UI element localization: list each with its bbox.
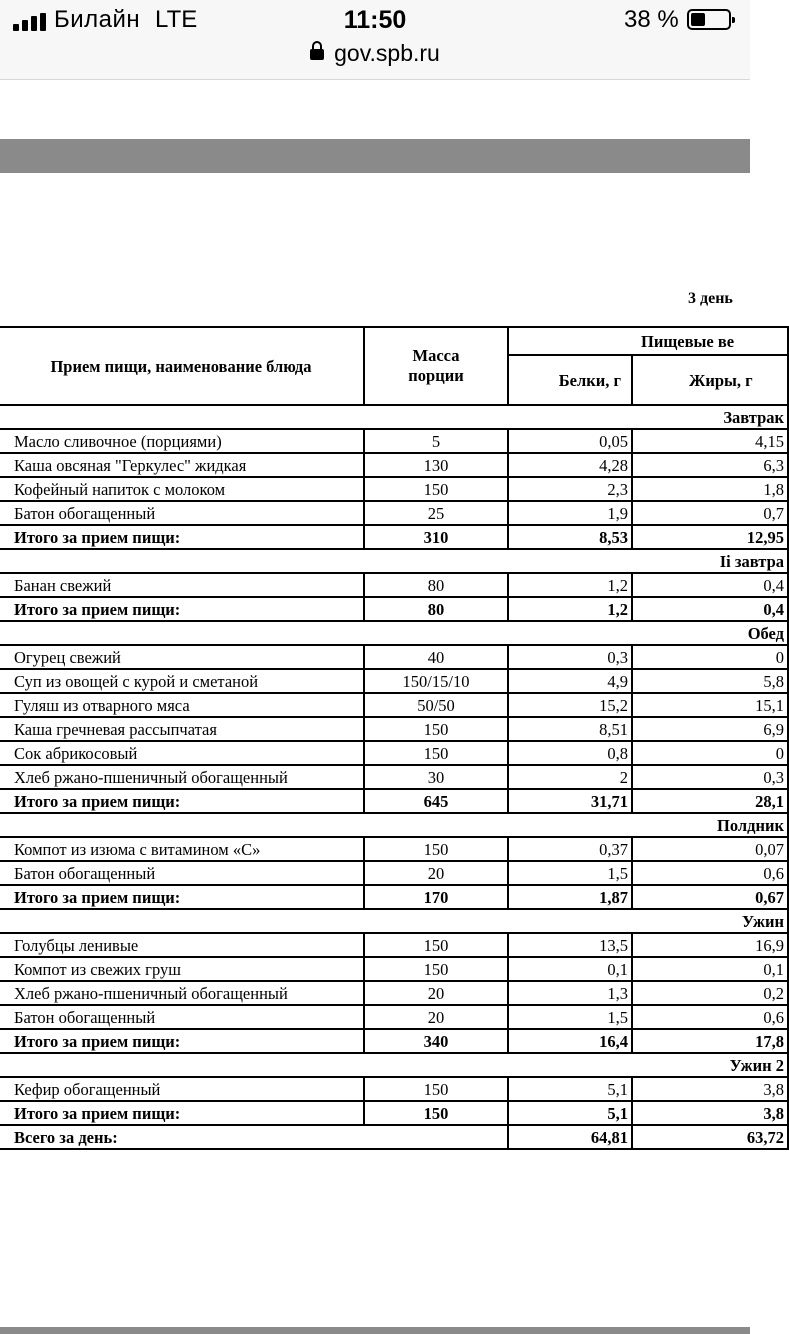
dish-fat: 0,07 [632,837,788,861]
day-label: 3 день [688,290,733,307]
dish-name: Хлеб ржано-пшеничный обогащенный [0,981,364,1005]
dish-protein: 1,2 [508,573,632,597]
total-fat: 17,8 [632,1029,788,1053]
table-row [0,429,788,453]
total-fat: 28,1 [632,789,788,813]
meal-header-row [0,549,788,573]
battery-percent: 38 % [624,6,679,33]
dish-protein: 13,5 [508,933,632,957]
menu-table [0,326,789,1150]
dish-fat: 0 [632,741,788,765]
table-row [0,933,788,957]
dish-mass: 150 [364,1077,508,1101]
meal-total-row [0,597,788,621]
total-label: Итого за прием пищи: [0,597,364,621]
network-type: LTE [155,6,198,33]
dish-fat: 0,2 [632,981,788,1005]
table-row [0,717,788,741]
clock: 11:50 [343,6,407,34]
meal-title: Завтрак [0,405,788,429]
header-fat: Жиры, г [632,355,788,405]
total-label: Итого за прием пищи: [0,525,364,549]
document-toolbar-band [0,139,750,173]
dish-name: Каша овсяная "Геркулес" жидкая [0,453,364,477]
dish-name: Банан свежий [0,573,364,597]
table-row [0,765,788,789]
lock-icon [310,49,324,60]
day-total-label: Всего за день: [0,1125,508,1149]
dish-mass: 30 [364,765,508,789]
dish-name: Огурец свежий [0,645,364,669]
dish-fat: 0,1 [632,957,788,981]
total-protein: 8,53 [508,525,632,549]
dish-protein: 4,9 [508,669,632,693]
dish-fat: 6,3 [632,453,788,477]
total-fat: 12,95 [632,525,788,549]
table-row [0,645,788,669]
dish-name: Компот из изюма с витамином «С» [0,837,364,861]
dish-mass: 20 [364,981,508,1005]
meal-total-row [0,789,788,813]
dish-name: Компот из свежих груш [0,957,364,981]
header-mass: Масса порции [364,327,508,405]
dish-protein: 0,1 [508,957,632,981]
dish-mass: 20 [364,1005,508,1029]
meal-title: Ужин 2 [0,1053,788,1077]
status-bar [0,0,750,80]
day-total-fat: 63,72 [632,1125,788,1149]
dish-name: Голубцы ленивые [0,933,364,957]
dish-name: Хлеб ржано-пшеничный обогащенный [0,765,364,789]
table-row [0,741,788,765]
table-row [0,861,788,885]
dish-name: Масло сливочное (порциями) [0,429,364,453]
dish-fat: 4,15 [632,429,788,453]
dish-mass: 20 [364,861,508,885]
dish-fat: 15,1 [632,693,788,717]
dish-fat: 0,7 [632,501,788,525]
table-row [0,501,788,525]
dish-fat: 0,6 [632,861,788,885]
header-name: Прием пищи, наименование блюда [0,327,364,405]
dish-fat: 0,4 [632,573,788,597]
dish-mass: 80 [364,573,508,597]
dish-mass: 50/50 [364,693,508,717]
carrier-name: Билайн [54,6,141,33]
total-mass: 310 [364,525,508,549]
dish-mass: 150 [364,957,508,981]
dish-protein: 0,8 [508,741,632,765]
meal-header-row [0,621,788,645]
dish-fat: 5,8 [632,669,788,693]
dish-mass: 150 [364,741,508,765]
dish-mass: 150 [364,477,508,501]
table-row [0,477,788,501]
dish-mass: 130 [364,453,508,477]
battery-icon [687,9,731,30]
dish-fat: 3,8 [632,1077,788,1101]
dish-protein: 0,05 [508,429,632,453]
dish-protein: 2,3 [508,477,632,501]
meal-total-row [0,885,788,909]
meal-title: Ii завтра [0,549,788,573]
header-group: Пищевые ве [508,327,788,355]
total-protein: 31,71 [508,789,632,813]
total-protein: 16,4 [508,1029,632,1053]
day-total-protein: 64,81 [508,1125,632,1149]
dish-name: Батон обогащенный [0,861,364,885]
dish-mass: 5 [364,429,508,453]
header-protein: Белки, г [508,355,632,405]
dish-name: Кефир обогащенный [0,1077,364,1101]
dish-fat: 6,9 [632,717,788,741]
dish-protein: 1,3 [508,981,632,1005]
dish-name: Каша гречневая рассыпчатая [0,717,364,741]
total-mass: 80 [364,597,508,621]
total-mass: 150 [364,1101,508,1125]
meal-total-row [0,525,788,549]
dish-mass: 150/15/10 [364,669,508,693]
dish-protein: 8,51 [508,717,632,741]
dish-fat: 16,9 [632,933,788,957]
total-label: Итого за прием пищи: [0,789,364,813]
meal-title: Полдник [0,813,788,837]
dish-protein: 1,5 [508,1005,632,1029]
dish-mass: 40 [364,645,508,669]
total-mass: 170 [364,885,508,909]
dish-fat: 0 [632,645,788,669]
table-row [0,669,788,693]
table-row [0,981,788,1005]
meal-title: Обед [0,621,788,645]
total-fat: 0,67 [632,885,788,909]
table-row [0,573,788,597]
dish-protein: 0,3 [508,645,632,669]
dish-protein: 5,1 [508,1077,632,1101]
total-protein: 1,2 [508,597,632,621]
meal-header-row [0,405,788,429]
meal-title: Ужин [0,909,788,933]
table-row [0,957,788,981]
dish-fat: 0,3 [632,765,788,789]
dish-name: Гуляш из отварного мяса [0,693,364,717]
dish-mass: 150 [364,933,508,957]
meal-header-row [0,909,788,933]
meal-total-row [0,1029,788,1053]
total-fat: 3,8 [632,1101,788,1125]
total-label: Итого за прием пищи: [0,885,364,909]
table-row [0,1005,788,1029]
dish-fat: 1,8 [632,477,788,501]
meal-header-row [0,1053,788,1077]
table-row [0,693,788,717]
dish-protein: 0,37 [508,837,632,861]
document-bottom-band [0,1327,750,1334]
dish-mass: 150 [364,717,508,741]
dish-name: Суп из овощей с курой и сметаной [0,669,364,693]
dish-name: Батон обогащенный [0,501,364,525]
total-label: Итого за прием пищи: [0,1101,364,1125]
dish-protein: 2 [508,765,632,789]
total-fat: 0,4 [632,597,788,621]
dish-name: Сок абрикосовый [0,741,364,765]
total-protein: 1,87 [508,885,632,909]
address-bar[interactable] [0,40,750,67]
table-row [0,453,788,477]
total-mass: 645 [364,789,508,813]
dish-protein: 1,9 [508,501,632,525]
dish-mass: 150 [364,837,508,861]
total-mass: 340 [364,1029,508,1053]
url-text: gov.spb.ru [334,40,440,66]
dish-mass: 25 [364,501,508,525]
meal-total-row [0,1101,788,1125]
table-row [0,837,788,861]
dish-protein: 1,5 [508,861,632,885]
dish-name: Кофейный напиток с молоком [0,477,364,501]
meal-header-row [0,813,788,837]
dish-protein: 15,2 [508,693,632,717]
day-total-row [0,1125,788,1149]
dish-protein: 4,28 [508,453,632,477]
dish-fat: 0,6 [632,1005,788,1029]
dish-name: Батон обогащенный [0,1005,364,1029]
table-row [0,1077,788,1101]
total-protein: 5,1 [508,1101,632,1125]
total-label: Итого за прием пищи: [0,1029,364,1053]
